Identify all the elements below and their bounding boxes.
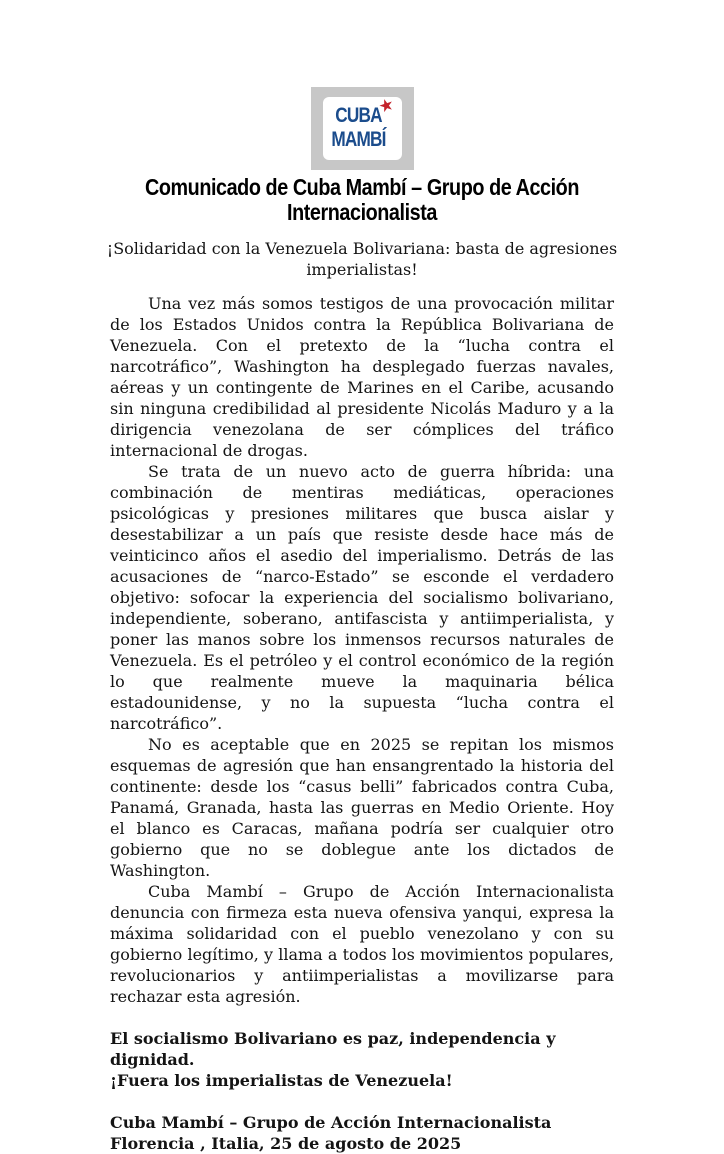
signature-block — [110, 1112, 614, 1154]
closing-line-2: ¡Fuera los imperialistas de Venezuela! — [110, 1071, 453, 1090]
subtitle-line-1: ¡Solidaridad con la Venezuela Bolivariana: basta de agresiones — [106, 239, 618, 258]
document-page — [0, 87, 724, 1153]
signature-place-date: Florencia , Italia, 25 de agosto de 2025 — [110, 1134, 462, 1153]
subtitle-line-2: imperialistas! — [306, 260, 418, 279]
document-title — [95, 175, 628, 225]
paragraph-2: Se trata de un nuevo acto de guerra híbrida: una combinación de mentiras mediáticas, operaciones psicológicas y presiones militares que busca aislar y desestabilizar a un país que resiste desde hace más de veinticinco años el asedio del imperialismo. Detrás de las acusaciones de “narco-Estado” se esconde el verdadero objetivo: sofocar la experiencia del socialismo bolivariano, independiente, soberano, antifascista y antiimperialista, y poner las manos sobre los inmensos recursos naturales de Venezuela. Es el petróleo y el control económico de la región lo que realmente mueve la maquinaria bélica estadounidense, y no la supuesta “lucha contra el narcotráfico”. — [110, 462, 614, 733]
paragraph-3: No es aceptable que en 2025 se repitan los mismos esquemas de agresión que han ensangrentado la historia del continente: desde los “casus belli” fabricados contra Cuba, Panamá, Granada, hasta las guerras en Medio Oriente. Hoy el blanco es Caracas, mañana podría ser cualquier otro gobierno que no se doblegue ante los dictados de Washington. — [110, 735, 614, 880]
closing-line-1: El socialismo Bolivariano es paz, independencia y dignidad. — [110, 1029, 556, 1069]
closing-statement — [110, 1028, 614, 1091]
logo-card — [323, 94, 402, 160]
logo-line-mambi: MAMBÍ — [330, 128, 386, 151]
logo-wordmark — [329, 104, 387, 152]
document-body — [110, 293, 614, 1154]
star-icon: ★ — [376, 94, 398, 118]
title-line-2: Internacionalista — [287, 199, 437, 225]
signature-organization: Cuba Mambí – Grupo de Acción Internacionalista — [110, 1113, 552, 1132]
title-line-1: Comunicado de Cuba Mambí – Grupo de Acción — [144, 174, 580, 200]
document-subtitle — [102, 238, 622, 280]
logo-line-cuba: CUBA — [334, 104, 382, 127]
paragraph-1: Una vez más somos testigos de una provocación militar de los Estados Unidos contra la República Bolivariana de Venezuela. Con el pretexto de la “lucha contra el narcotráfico”, Washington ha desplegado fuerzas navales, aéreas y un contingente de Marines en el Caribe, acusando sin ninguna credibilidad al presidente Nicolás Maduro y a la dirigencia venezolana de ser cómplices del tráfico internacional de drogas. — [110, 294, 614, 460]
cuba-mambi-logo — [311, 87, 414, 170]
paragraph-4: Cuba Mambí – Grupo de Acción Internacionalista denuncia con firmeza esta nueva ofensiva yanqui, expresa la máxima solidaridad con el pueblo venezolano y con su gobierno legítimo, y llama a todos los movimientos populares, revolucionarios y antiimperialistas a movilizarse para rechazar esta agresión. — [110, 882, 614, 1006]
